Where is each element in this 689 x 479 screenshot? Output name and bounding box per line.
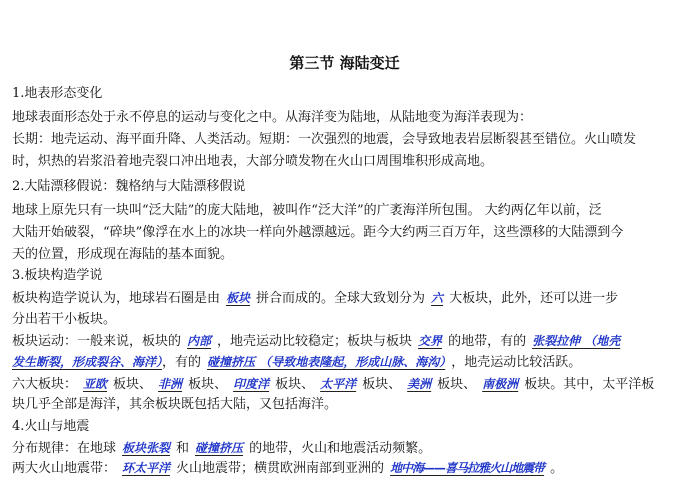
answer-blank: 非洲 <box>158 377 183 391</box>
answer-blank: 板块 <box>226 291 251 305</box>
paragraph-line: 地球表面形态处于永不停息的运动与变化之中。从海洋变为陆地，从陆地变为海洋表现为： <box>12 110 533 125</box>
section-title: 第三节 海陆变迁 <box>289 54 400 72</box>
paragraph-line: 块几乎全部是海洋，其余板块既包括大陆，又包括海洋。 <box>12 397 338 412</box>
answer-blank: 印度洋 <box>233 377 270 391</box>
text: ，有的 <box>162 355 202 370</box>
text: 板块、 <box>437 377 477 392</box>
text: ，地壳运动比较活跃。 <box>451 355 582 370</box>
heading-volcano-earthquake: 4.火山与地震 <box>12 419 90 434</box>
answer-blank: 美洲 <box>407 377 432 391</box>
text: 板块、 <box>362 377 402 392</box>
text: 。 <box>550 461 564 476</box>
text: 板块、 <box>188 377 228 392</box>
text: 的地带，有的 <box>448 334 527 349</box>
answer-blank: 张裂拉伸 （地壳 <box>532 334 621 348</box>
paragraph-line: 分出若干小板块。 <box>12 312 117 327</box>
answer-blank: 地中海——喜马拉雅火山地震带 <box>390 461 545 475</box>
text: 六大板块： <box>12 377 78 392</box>
paragraph-line: 长期：地壳运动、海平面升降、人类活动。短期：一次强烈的地震，会导致地表岩层断裂甚至错位。火山喷发 <box>12 132 637 147</box>
text: 板块运动：一般来说，板块的 <box>12 334 182 349</box>
paragraph-line: 天的位置，形成现在海陆的基本面貌。 <box>12 247 234 262</box>
text: 板块构造学说认为，地球岩石圈是由 <box>12 291 221 306</box>
text: 两大火山地震带： <box>12 461 117 476</box>
text: 大板块，此外，还可以进一步 <box>449 291 619 306</box>
paragraph-line <box>12 352 681 373</box>
answer-blank: 亚欧 <box>83 377 108 391</box>
answer-blank: 碰撞挤压 <box>195 441 244 455</box>
paragraph-line <box>12 374 681 395</box>
paragraph-line <box>12 331 681 352</box>
heading-landform-change: 1.地表形态变化 <box>12 86 103 101</box>
answer-blank: 发生断裂，形成裂谷、海洋） <box>12 355 163 369</box>
answer-blank: 板块张裂 <box>122 441 171 455</box>
text: 板块、 <box>275 377 315 392</box>
text: 的地带，火山和地震活动频繁。 <box>249 441 432 456</box>
answer-blank: 内部 <box>187 334 212 348</box>
answer-blank: 碰撞挤压 （导致地表隆起，形成山脉、海沟） <box>207 355 446 369</box>
text: 板块。其中，太平洋板 <box>524 377 655 392</box>
heading-plate-tectonics: 3.板块构造学说 <box>12 268 103 283</box>
answer-blank: 六 <box>431 291 444 305</box>
answer-blank: 太平洋 <box>320 377 357 391</box>
paragraph-line <box>12 458 681 479</box>
heading-continental-drift: 2.大陆漂移假说：魏格纳与大陆漂移假说 <box>12 179 246 194</box>
paragraph-line <box>12 288 681 309</box>
text: 分布规律：在地球 <box>12 441 117 456</box>
text: ，地壳运动比较稳定；板块与板块 <box>217 334 413 349</box>
text: 和 <box>176 441 190 456</box>
paragraph-line: 时，炽热的岩浆沿着地壳裂口冲出地表，大部分喷发物在火山口周围堆积形成高地。 <box>12 154 494 169</box>
answer-blank: 南极洲 <box>482 377 519 391</box>
text: 拼合而成的。全球大致划分为 <box>256 291 426 306</box>
text: 火山地震带；横贯欧洲南部到亚洲的 <box>176 461 385 476</box>
text: 板块、 <box>113 377 153 392</box>
answer-blank: 交界 <box>418 334 443 348</box>
paragraph-line: 地球上原先只有一块叫“泛大陆”的庞大陆地，被叫作“泛大洋”的广袤海洋所包围。 大约两亿年以前，泛 <box>12 203 602 218</box>
answer-blank: 环太平洋 <box>122 461 171 475</box>
paragraph-line: 大陆开始破裂，“碎块”像浮在水上的冰块一样向外越漂越远。距今大约两三百万年，这些漂移的大陆漂到今 <box>12 225 624 240</box>
paragraph-line <box>12 438 681 459</box>
